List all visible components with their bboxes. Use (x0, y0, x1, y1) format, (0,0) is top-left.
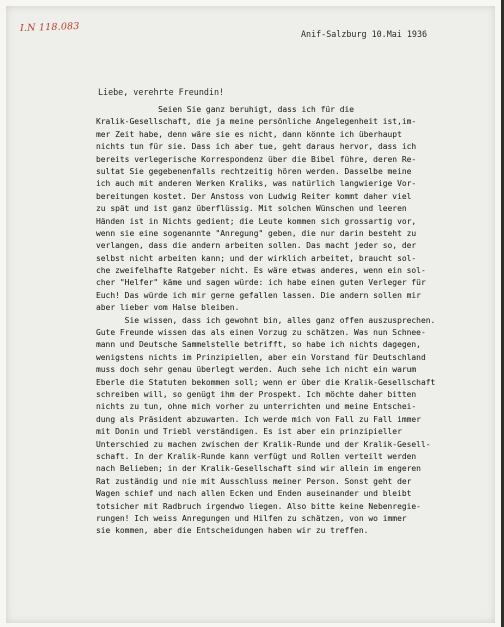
letter-line: nichts tun für sie. Dass ich aber tue, geht daraus hervor, dass ich (96, 142, 417, 152)
letter-line: cher "Helfer" käme und sagen würde: ich habe einen guten Verleger für (96, 278, 426, 288)
letter-line: sie kommen, aber die Entscheidungen haben wir zu treffen. (96, 526, 369, 536)
letter-line: bereits verlegerische Korrespondenz über die Bibel führe, deren Re- (96, 154, 417, 164)
letter-line: verlangen, dass die andern arbeiten sollen. Das macht jeder so, der (96, 241, 417, 251)
letter-line: schreiben will, so genügt ihm der Prospekt. Ich möchte daher bitten (96, 389, 417, 399)
letter-line: mann und Deutsche Sammelstelle betrifft, so habe ich nichts dagegen, (96, 340, 421, 350)
letter-line: Unterschied zu machen zwischen der Kralik-Runde und der Kralik-Gesell- (96, 439, 431, 449)
letter-line: mer Zeit habe, denn wäre sie es nicht, dann könnte ich überhaupt (96, 129, 402, 139)
letter-line: totsicher mit Radbruch irgendwo liegen. Also bitte keine Nebenregie- (96, 501, 421, 511)
letter-line: Seien Sie ganz beruhigt, dass ich für die (96, 105, 355, 114)
letter-line: Wagen schief und nach allen Ecken und Enden auseinander und bleibt (96, 489, 412, 499)
letter-line: Sie wissen, dass ich gewohnt bin, alles ganz offen auszusprechen. (96, 315, 436, 325)
letter-line: Kralik-Gesellschaft, die ja meine persönliche Angelegenheit ist,im- (96, 117, 417, 127)
archive-mark: I.N 118.083 (19, 20, 80, 35)
place-date: Anif-Salzburg 10.Mai 1936 (301, 29, 428, 39)
letter-line: che zweifelhafte Ratgeber nicht. Es wäre etwas anderes, wenn ein sol- (96, 266, 426, 276)
letter-line: nach Belieben; in der Kralik-Gesellschaft sind wir allein im engeren (96, 464, 421, 474)
letter-line: zu spät und ist ganz überflüssig. Mit solchen Wünschen und leeren (96, 204, 407, 214)
letter-line: rungen! Ich weiss Anregungen und Hilfen zu schätzen, von wo immer (96, 513, 407, 523)
letter-line: wenn sie eine sogenannte "Anregung" geben, die nur darin besteht zu (96, 228, 417, 238)
salutation: Liebe, verehrte Freundin! (98, 87, 225, 97)
letter-line: Händen ist in Nichts gedient; die Leute kommen sich grossartig vor, (96, 216, 417, 226)
letter-body (96, 104, 480, 538)
letter-line: aber lieber vom Halse bleiben. (96, 303, 240, 313)
letter-line: bereitungen kostet. Der Anstoss von Ludwig Reiter kommt daher viel (96, 191, 412, 201)
letter-line: Gute Freunde wissen das als einen Vorzug zu schätzen. Was nun Schnee- (96, 328, 426, 338)
letter-line: Eberle die Statuten bekommen soll; wenn er über die Kralik-Gesellschaft (96, 377, 436, 387)
letter-line: mit Donin und Triebl verständigen. Es ist aber ein prinzipieller (96, 427, 402, 437)
letter-line: wenigstens nichts im Prinzipiellen, aber ein Vorstand für Deutschland (96, 352, 426, 362)
letter-line: dung als Präsident abzuwarten. Ich werde mich von Fall zu Fall immer (96, 414, 421, 424)
letter-line: schaft. In der Kralik-Runde kann verfügt und Rollen verteilt werden (96, 451, 417, 461)
letter-line: muss doch sehr genau überlegt werden. Auch sehe ich nicht ein warum (96, 365, 417, 375)
letter-line: ich auch mit anderen Werken Kraliks, was natürlich langwierige Vor- (96, 179, 417, 189)
letter-line: selbst nicht arbeiten kann; und der wirklich arbeitet, braucht sol- (96, 253, 417, 263)
letter-line: Euch! Das würde ich mir gerne gefallen lassen. Die andern sollen mir (96, 290, 421, 300)
letter-line: Rat zuständig und nie mit Ausschluss meiner Person. Sonst geht der (96, 476, 412, 486)
letter-line: nichts zu tun, ohne mich vorher zu unterrichten und meine Entschei- (96, 402, 417, 412)
letter-line: sultat Sie gegebenenfalls rechtzeitig hören werden. Dasselbe meine (96, 166, 412, 176)
